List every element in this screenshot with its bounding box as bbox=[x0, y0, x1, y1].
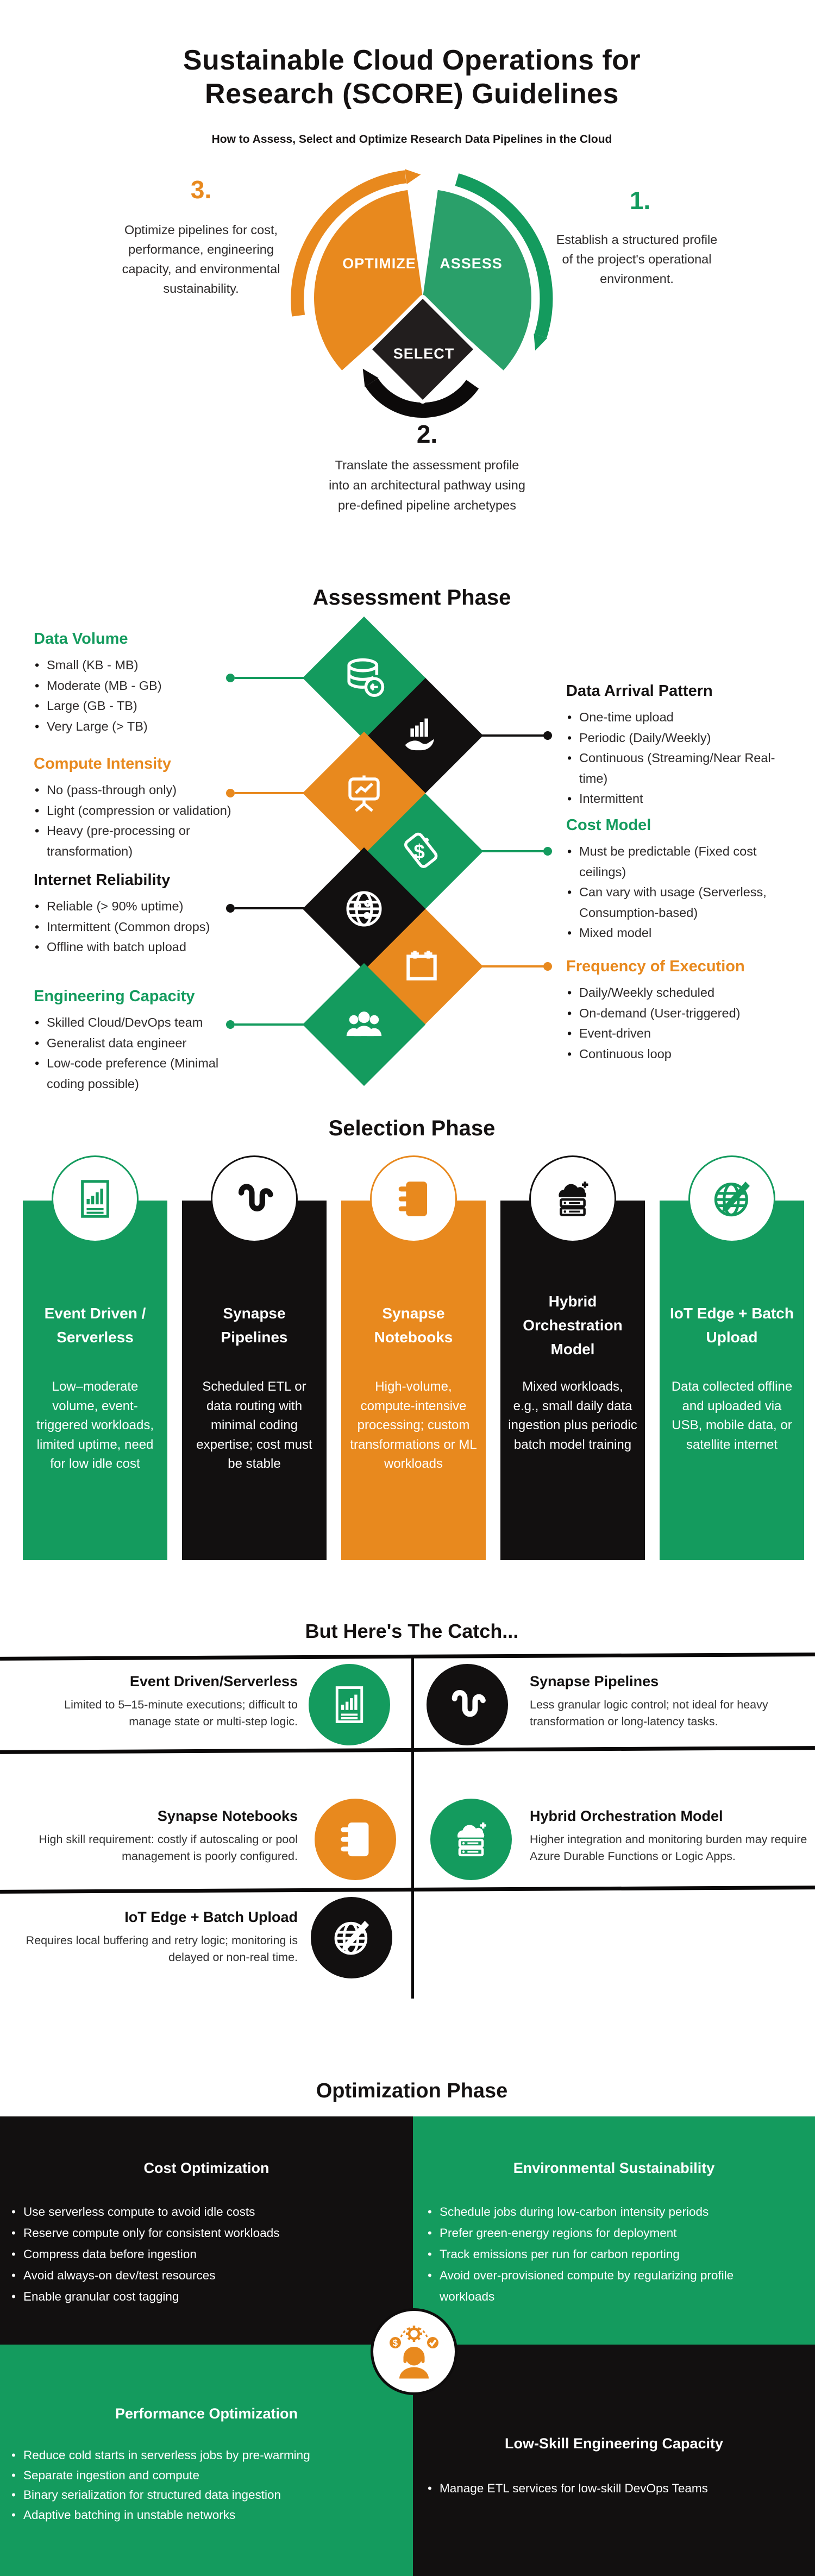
option-title: Synapse Notebooks bbox=[374, 1305, 453, 1346]
category-engineering-capacity bbox=[34, 987, 251, 1094]
list-item: • Binary serialization for structured data ingestion bbox=[8, 2485, 405, 2505]
price-tag-icon bbox=[400, 830, 443, 872]
catch-icon-circle bbox=[427, 1664, 508, 1745]
catch-title: Hybrid Orchestration Model bbox=[530, 1808, 723, 1824]
list-item: • Use serverless compute to avoid idle costs bbox=[8, 2201, 405, 2222]
category-items bbox=[34, 780, 251, 862]
connector-dot bbox=[226, 789, 235, 797]
catch-card-hybrid-orchestration bbox=[530, 1808, 808, 1864]
catch-icon-circle bbox=[315, 1799, 396, 1880]
category-internet-reliability bbox=[34, 870, 251, 958]
title-line-1: Sustainable Cloud Operations for bbox=[183, 45, 641, 76]
list-item: • Offline with batch upload bbox=[34, 937, 251, 958]
list-item: • Intermittent bbox=[566, 789, 783, 809]
list-item: • Reduce cold starts in serverless jobs by pre-warming bbox=[8, 2446, 405, 2466]
list-item: • Large (GB - TB) bbox=[34, 696, 251, 717]
connector-data-arrival bbox=[481, 734, 548, 737]
connector-data-volume bbox=[235, 677, 304, 679]
category-title: Compute Intensity bbox=[34, 755, 171, 772]
list-item: • Reserve compute only for consistent workloads bbox=[8, 2222, 405, 2244]
chart-document-icon bbox=[328, 1683, 371, 1726]
pipeline-icon bbox=[232, 1177, 277, 1221]
category-items bbox=[566, 707, 783, 809]
segment-optimize-label: OPTIMIZE bbox=[342, 255, 416, 272]
cloud-server-icon bbox=[550, 1177, 595, 1221]
category-items bbox=[34, 896, 251, 958]
pipeline-icon bbox=[446, 1683, 489, 1726]
step-1-text: Establish a structured profile of the project's operational environment. bbox=[556, 233, 718, 286]
globe-pen-icon bbox=[710, 1177, 754, 1221]
title-line-2: Research (SCORE) Guidelines bbox=[205, 78, 619, 110]
catch-desc: Higher integration and monitoring burden may require Azure Durable Functions or Logic Apps. bbox=[530, 1833, 807, 1863]
option-desc: Low–moderate volume, event-triggered workloads, limited uptime, need for low idle cost bbox=[36, 1379, 154, 1471]
connector-dot bbox=[226, 674, 235, 682]
bar-chart-hand-icon bbox=[400, 714, 443, 757]
page-subtitle: How to Assess, Select and Optimize Research Data Pipelines in the Cloud bbox=[211, 133, 612, 146]
quadrant-title: Performance Optimization bbox=[115, 2405, 298, 2422]
category-items bbox=[566, 841, 783, 944]
list-item: • Skilled Cloud/DevOps team bbox=[34, 1013, 251, 1033]
category-title: Data Volume bbox=[34, 630, 128, 648]
quadrant-title: Environmental Sustainability bbox=[513, 2160, 715, 2176]
list-item: • Avoid always-on dev/test resources bbox=[8, 2265, 405, 2286]
category-title: Data Arrival Pattern bbox=[566, 682, 713, 700]
engineer-gear-icon bbox=[385, 2322, 443, 2381]
team-icon bbox=[342, 1003, 386, 1046]
list-item: • No (pass-through only) bbox=[34, 780, 251, 801]
connector-dot bbox=[543, 847, 552, 856]
category-cost-model bbox=[566, 815, 783, 944]
category-compute-intensity bbox=[34, 754, 251, 862]
optimization-heading: Optimization Phase bbox=[316, 2079, 508, 2102]
option-desc: High-volume, compute-intensive processing; custom transformations or ML workloads bbox=[350, 1379, 477, 1471]
list-item: • Low-code preference (Minimal coding possible) bbox=[34, 1053, 251, 1094]
step-1-number: 1. bbox=[629, 186, 651, 215]
quadrant-cost-optimization bbox=[0, 2116, 413, 2345]
selection-option-hybrid-orchestration bbox=[500, 1201, 645, 1560]
catch-heading: But Here's The Catch... bbox=[305, 1620, 519, 1642]
list-item: • Avoid over-provisioned compute by regularizing profile workloads bbox=[424, 2265, 775, 2307]
selection-option-synapse-pipelines bbox=[182, 1201, 327, 1560]
grid-line bbox=[0, 1653, 815, 1661]
grid-line bbox=[0, 1746, 815, 1754]
selection-circle-5 bbox=[688, 1155, 775, 1242]
selection-option-event-driven-serverless bbox=[23, 1201, 167, 1560]
catch-title: Synapse Pipelines bbox=[530, 1673, 659, 1689]
grid-line bbox=[0, 1886, 815, 1894]
list-item: • Schedule jobs during low-carbon intensity periods bbox=[424, 2201, 775, 2222]
category-title: Internet Reliability bbox=[34, 871, 171, 889]
option-title: Synapse Pipelines bbox=[221, 1305, 288, 1346]
catch-icon-circle bbox=[430, 1799, 512, 1880]
globe-pen-icon bbox=[330, 1916, 373, 1959]
option-title: IoT Edge + Batch Upload bbox=[670, 1305, 794, 1346]
category-title: Engineering Capacity bbox=[34, 988, 195, 1005]
catch-card-synapse-pipelines bbox=[530, 1673, 808, 1730]
list-item: • Very Large (> TB) bbox=[34, 717, 251, 737]
quadrant-items bbox=[424, 2201, 775, 2307]
quadrant-items bbox=[8, 2446, 405, 2525]
catch-desc: Requires local buffering and retry logic; monitoring is delayed or non-real time. bbox=[26, 1934, 298, 1964]
segment-select-label: SELECT bbox=[393, 345, 455, 362]
category-items bbox=[34, 655, 251, 737]
selection-circle-1 bbox=[52, 1155, 139, 1242]
list-item: • Continuous (Streaming/Near Real-time) bbox=[566, 748, 783, 789]
connector-compute-intensity bbox=[235, 792, 304, 794]
list-item: • Periodic (Daily/Weekly) bbox=[566, 728, 783, 749]
selection-circle-4 bbox=[529, 1155, 616, 1242]
connector-cost-model bbox=[481, 850, 548, 852]
connector-engineering-capacity bbox=[235, 1023, 304, 1026]
notebook-icon bbox=[391, 1177, 436, 1221]
list-item: • Track emissions per run for carbon reporting bbox=[424, 2244, 775, 2265]
assessment-heading: Assessment Phase bbox=[312, 586, 511, 610]
calendar-icon bbox=[402, 946, 442, 987]
catch-card-iot-edge bbox=[22, 1909, 298, 1965]
selection-option-iot-edge-batch bbox=[660, 1201, 804, 1560]
list-item: • Small (KB - MB) bbox=[34, 655, 251, 676]
notebook-icon bbox=[334, 1818, 377, 1861]
list-item: • Intermittent (Common drops) bbox=[34, 917, 251, 938]
catch-desc: Less granular logic control; not ideal for heavy transformation or long-latency tasks. bbox=[530, 1698, 768, 1728]
list-item: • Reliable (> 90% uptime) bbox=[34, 896, 251, 917]
list-item: • Event-driven bbox=[566, 1023, 783, 1044]
connector-internet-reliability bbox=[235, 907, 304, 909]
chart-document-icon bbox=[73, 1177, 117, 1221]
option-desc: Data collected offline and uploaded via USB, mobile data, or satellite internet bbox=[671, 1379, 793, 1452]
quadrant-title: Low-Skill Engineering Capacity bbox=[504, 2435, 724, 2452]
list-item: • Heavy (pre-processing or transformation) bbox=[34, 821, 251, 862]
list-item: • Compress data before ingestion bbox=[8, 2244, 405, 2265]
option-title: Event Driven / Serverless bbox=[44, 1305, 146, 1346]
option-title: Hybrid Orchestration Model bbox=[523, 1293, 623, 1358]
category-items bbox=[34, 1013, 251, 1094]
catch-desc: High skill requirement: costly if autoscaling or pool management is poorly configured. bbox=[39, 1833, 298, 1863]
connector-dot bbox=[226, 904, 235, 913]
step-3-number: 3. bbox=[190, 175, 212, 204]
connector-dot bbox=[543, 731, 552, 740]
quadrant-title: Cost Optimization bbox=[143, 2160, 269, 2176]
list-item: • Light (compression or validation) bbox=[34, 801, 251, 821]
catch-desc: Limited to 5–15-minute executions; difficult to manage state or multi-step logic. bbox=[64, 1698, 298, 1728]
catch-title: Synapse Notebooks bbox=[157, 1808, 298, 1824]
page-title bbox=[4, 43, 815, 111]
option-desc: Scheduled ETL or data routing with minimal coding expertise; cost must be stable bbox=[196, 1379, 312, 1471]
list-item: • Adaptive batching in unstable networks bbox=[8, 2505, 405, 2525]
assess-select-optimize-cycle bbox=[249, 162, 597, 444]
quadrant-items bbox=[8, 2201, 405, 2307]
quadrant-performance-optimization bbox=[0, 2345, 413, 2576]
list-item: • Separate ingestion and compute bbox=[8, 2466, 405, 2486]
quadrant-items bbox=[424, 2478, 794, 2499]
catch-icon-circle bbox=[311, 1897, 392, 1978]
catch-title: Event Driven/Serverless bbox=[129, 1673, 298, 1689]
catch-card-synapse-notebooks bbox=[22, 1808, 298, 1864]
list-item: • Moderate (MB - GB) bbox=[34, 676, 251, 696]
list-item: • Can vary with usage (Serverless, Consumption-based) bbox=[566, 882, 783, 923]
selection-circle-3 bbox=[370, 1155, 457, 1242]
optimization-center-badge bbox=[371, 2308, 457, 2395]
list-item: • Daily/Weekly scheduled bbox=[566, 983, 783, 1003]
selection-heading: Selection Phase bbox=[328, 1116, 496, 1140]
category-title: Frequency of Execution bbox=[566, 958, 745, 975]
connector-dot bbox=[543, 962, 552, 971]
list-item: • On-demand (User-triggered) bbox=[566, 1003, 783, 1024]
catch-card-event-driven bbox=[22, 1673, 298, 1730]
category-title: Cost Model bbox=[566, 816, 651, 834]
option-desc: Mixed workloads, e.g., small daily data ingestion plus periodic batch model training bbox=[508, 1379, 637, 1452]
list-item: • One-time upload bbox=[566, 707, 783, 728]
presentation-chart-icon bbox=[343, 772, 385, 814]
step-2-number: 2. bbox=[416, 420, 438, 448]
grid-line-vertical bbox=[411, 1655, 414, 1999]
quadrant-low-skill-engineering bbox=[413, 2345, 815, 2576]
step-2-text: Translate the assessment profile into an architectural pathway using pre-defined pipeline archetypes bbox=[329, 458, 525, 512]
optimize-arrowhead bbox=[405, 169, 421, 184]
category-data-volume bbox=[34, 629, 251, 737]
category-frequency-of-execution bbox=[566, 957, 783, 1064]
list-item: • Prefer green-energy regions for deployment bbox=[424, 2222, 775, 2244]
catch-icon-circle bbox=[309, 1664, 390, 1745]
globe-icon bbox=[342, 887, 386, 931]
segment-assess-label: ASSESS bbox=[440, 255, 503, 272]
category-data-arrival-pattern bbox=[566, 681, 783, 809]
cloud-server-icon bbox=[449, 1818, 493, 1861]
quadrant-environmental-sustainability bbox=[413, 2116, 815, 2345]
selection-option-synapse-notebooks bbox=[341, 1201, 486, 1560]
list-item: • Manage ETL services for low-skill DevOps Teams bbox=[424, 2478, 794, 2499]
list-item: • Enable granular cost tagging bbox=[8, 2286, 405, 2307]
list-item: • Continuous loop bbox=[566, 1044, 783, 1065]
connector-dot bbox=[226, 1020, 235, 1029]
catch-title: IoT Edge + Batch Upload bbox=[124, 1909, 298, 1925]
selection-circle-2 bbox=[211, 1155, 298, 1242]
database-import-icon bbox=[342, 656, 386, 700]
step-3-text: Optimize pipelines for cost, performance, engineering capacity, and environmental sustainability. bbox=[122, 223, 280, 296]
list-item: • Must be predictable (Fixed cost ceilings) bbox=[566, 841, 783, 882]
list-item: • Mixed model bbox=[566, 923, 783, 944]
category-items bbox=[566, 983, 783, 1064]
list-item: • Generalist data engineer bbox=[34, 1033, 251, 1054]
connector-frequency bbox=[481, 965, 548, 967]
